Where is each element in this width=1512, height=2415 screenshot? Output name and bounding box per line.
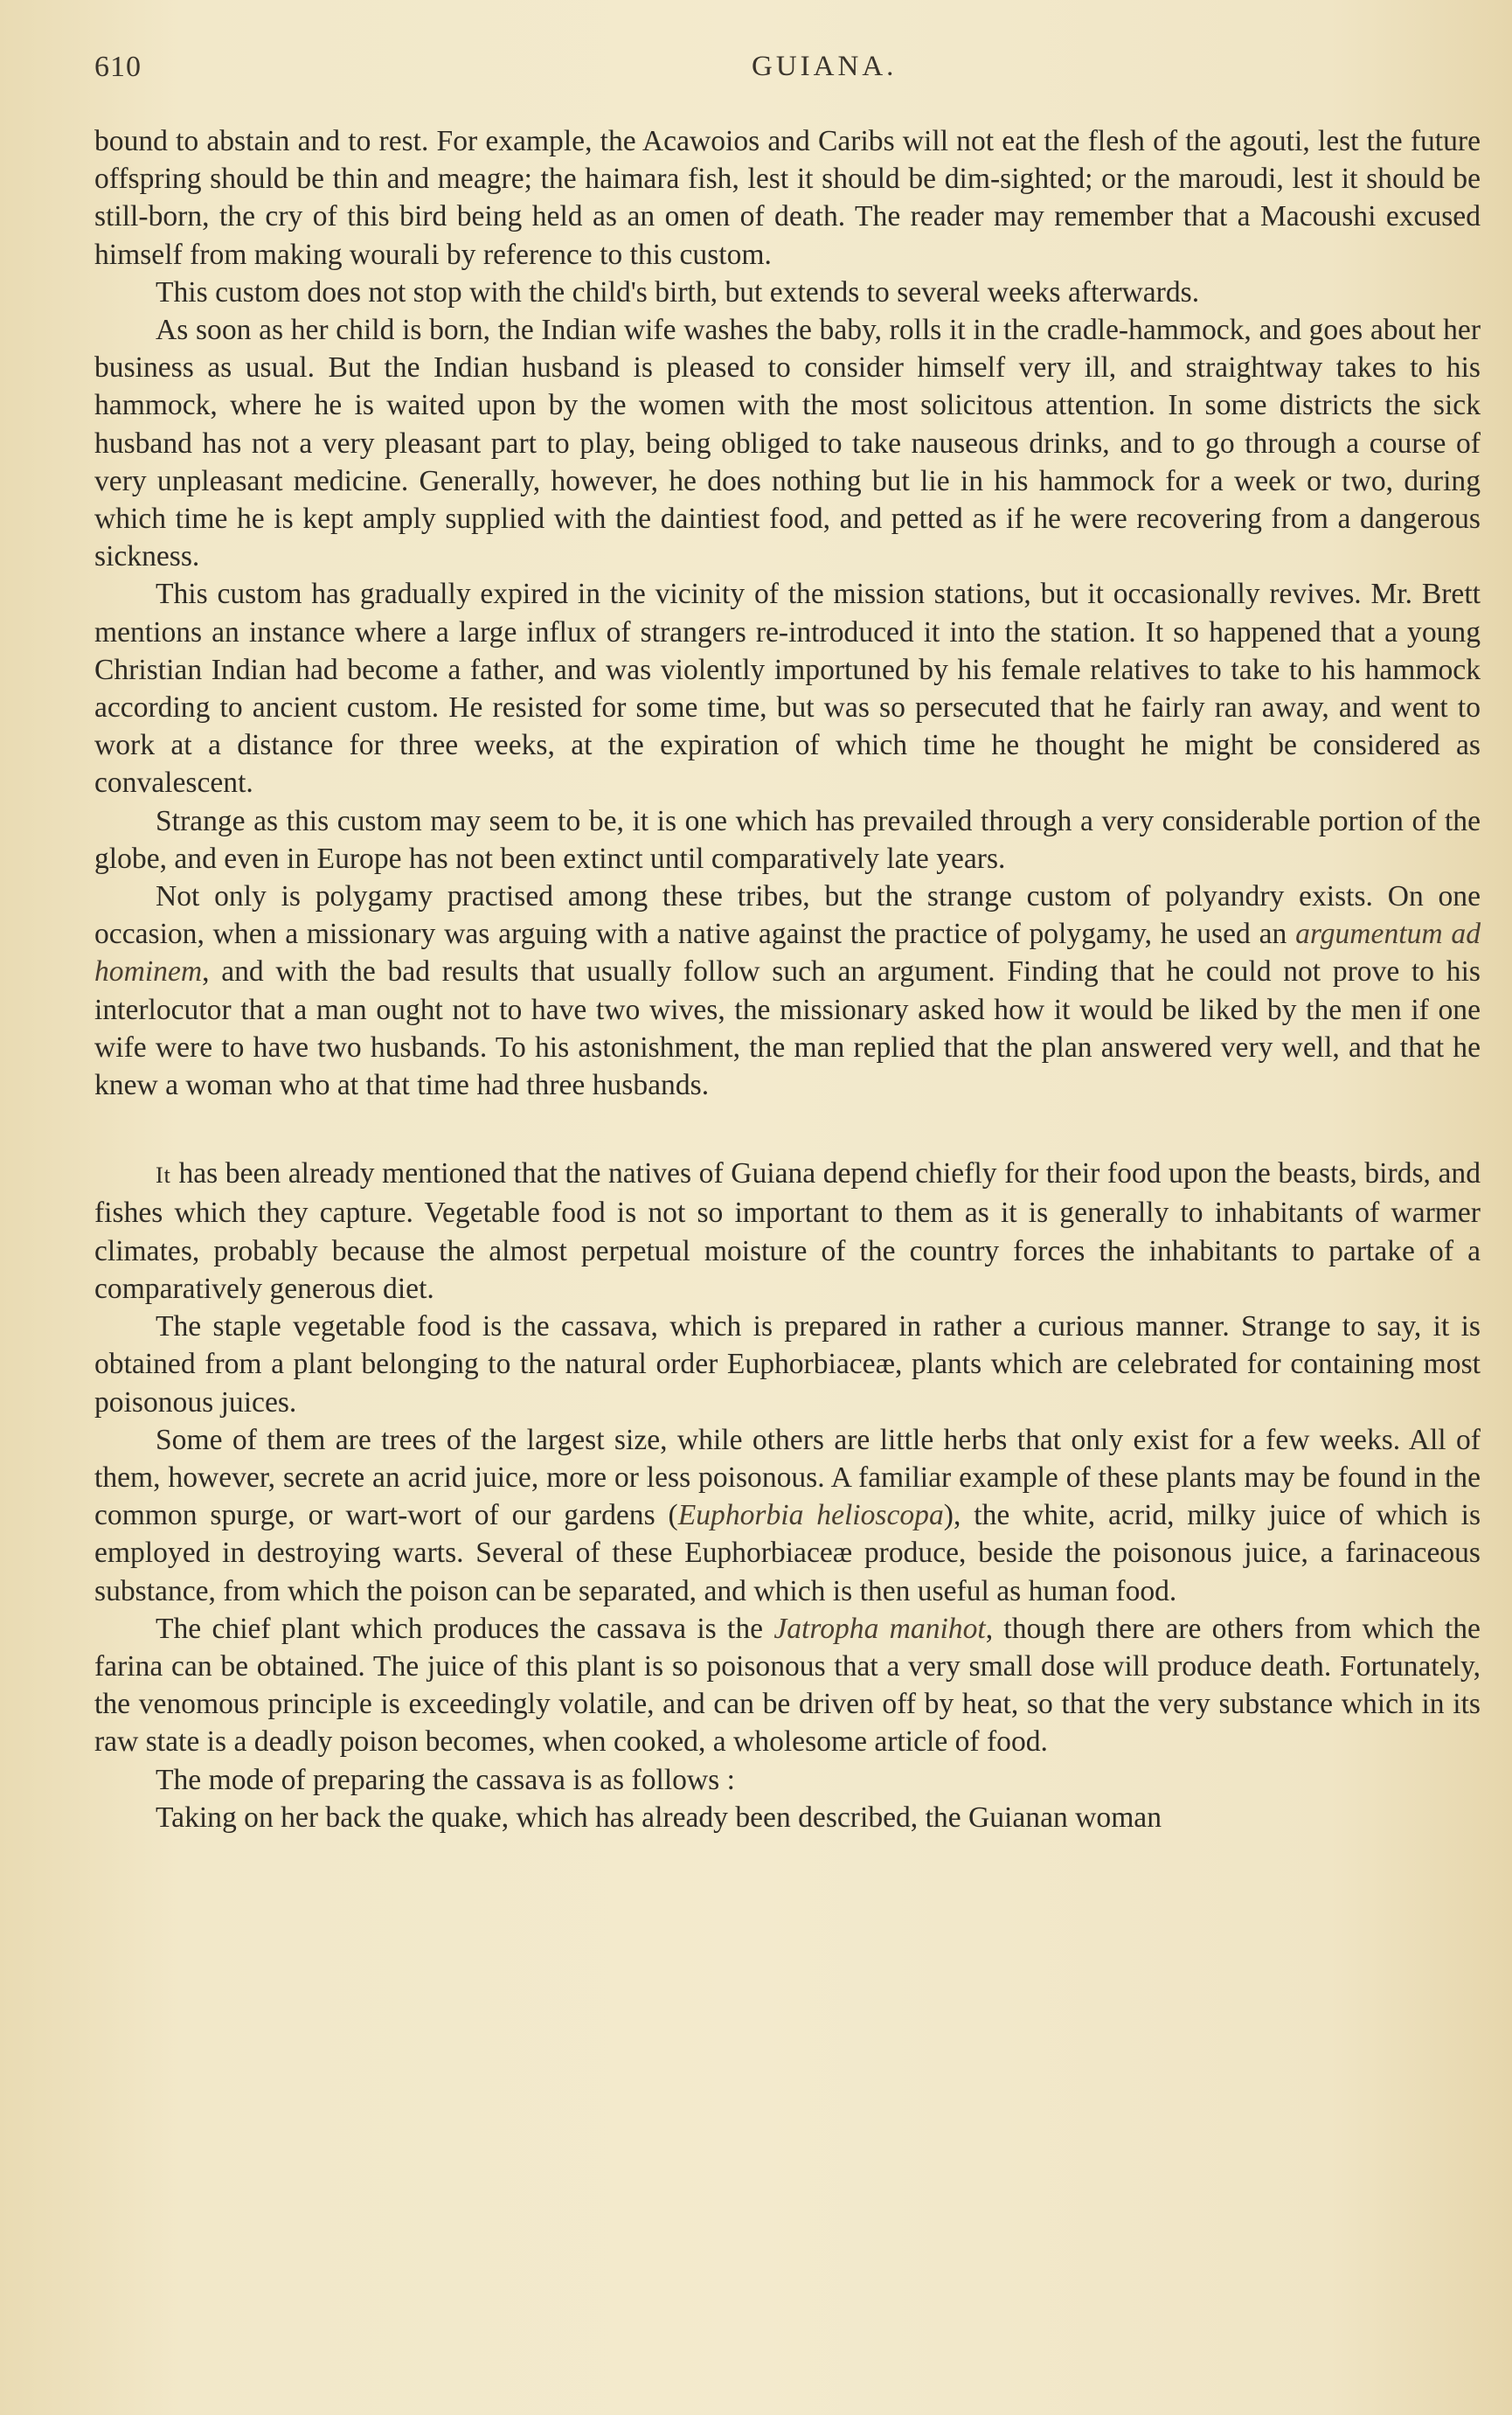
paragraph-custom-duration: This custom does not stop with the child's birth, but extends to several weeks afterwards. <box>156 275 1200 309</box>
paragraph-polyandry <box>94 878 1481 1104</box>
paragraph-jatropha <box>94 1610 1481 1761</box>
paragraph-food-intro <box>94 1155 1481 1308</box>
polyandry-text-b: , and with the bad results that usually follow such an argument. Finding that he could not prove to his interlocutor that a man ought not to have two wives, the missionary asked how it would be liked by the men if one wife were to have two husbands. To his astonishment, the man replied that the plan answered very well, and that he knew a woman who at that time had three husbands. <box>94 955 1481 1102</box>
euphorbia-text-a: Some of them are trees of the largest size, while others are little herbs that only exist for a few weeks. All of them, however, secrete an acrid juice, more or less poisonous. A familiar example of these plants may be found in the common spurge, or wart-wort of our gardens ( <box>94 1423 1481 1532</box>
paragraph-husband-hammock: As soon as her child is born, the Indian wife washes the baby, rolls it in the cradle-hammock, and goes about her business as usual. But the Indian husband is pleased to consider himself very ill, and straightway takes to his hammock, where he is waited upon by the women with the most solicitous attention. In some districts the sick husband has not a very pleasant part to play, being obliged to take nauseous drinks, and to go through a course of very unpleasant medicine. Generally, however, he does nothing but lie in his hammock for a week or two, during which time he is kept amply supplied with the daintiest food, and petted as if he were recovering from a dangerous sickness. <box>94 314 1481 573</box>
polyandry-text-a: Not only is polygamy practised among these tribes, but the strange custom of polyandry exists. On one occasion, when a missionary was arguing with a native against the practice of polygamy, he used an <box>94 880 1481 951</box>
running-title: GUIANA. <box>752 51 898 82</box>
body-text <box>94 122 1481 1836</box>
page-header <box>94 51 1477 89</box>
paragraph-preparation-mode: The mode of preparing the cassava is as follows : <box>156 1763 735 1796</box>
jatropha-text-a: The chief plant which produces the cassava is the <box>156 1612 774 1645</box>
jatropha-italic: Jatropha manihot <box>773 1612 986 1645</box>
paragraph-mission-stations: This custom has gradually expired in the vicinity of the mission stations, but it occasionally revives. Mr. Brett mentions an instance where a large influx of strangers re-introduced it into the station. It so happened that a young Christian Indian had become a father, and was violently importuned by his female relatives to take to his hammock according to ancient custom. He resisted for some time, but was so persecuted that he fairly ran away, and went to work at a distance for three weeks, at the expiration of which time he thought he might be considered as convalescent. <box>94 578 1481 800</box>
food-intro-text: has been already mentioned that the natives of Guiana depend chiefly for their food upon the beasts, birds, and fishes which they capture. Vegetable food is not so important to them as it is generally to inhabitants of warmer climates, probably because the almost perpetual moisture of the country forces the inhabitants to partake of a comparatively generous diet. <box>94 1157 1481 1305</box>
page-number: 610 <box>94 51 142 83</box>
paragraph-quake: Taking on her back the quake, which has already been described, the Guianan woman <box>156 1801 1162 1834</box>
small-caps-lead: It <box>156 1162 171 1189</box>
section-break <box>94 1104 1481 1155</box>
paragraph-euphorbiaceae <box>94 1421 1481 1610</box>
paragraph-continuation: bound to abstain and to rest. For example, the Acawoios and Caribs will not eat the flesh of the agouti, lest the future offspring should be thin and meagre; the haimara fish, lest it should be dim-sighted; or the maroudi, lest it should be still-born, the cry of this bird being held as an omen of death. The reader may remember that a Macoushi excused himself from making wourali by reference to this custom. <box>94 125 1481 271</box>
polyandry-italic: argumentum ad hominem <box>94 918 1481 989</box>
euphorbia-text-b: ), the white, acrid, milky juice of which is employed in destroying warts. Several of these Euphorbiaceæ produce, beside the poisonous juice, a farinaceous substance, from which the poison can be separated, and which is then useful as human food. <box>94 1499 1481 1607</box>
euphorbia-italic: Euphorbia helioscopa <box>677 1499 944 1532</box>
paragraph-custom-prevalence: Strange as this custom may seem to be, it is one which has prevailed through a very considerable portion of the globe, and even in Europe has not been extinct until comparatively late years. <box>94 804 1481 875</box>
jatropha-text-b: , though there are others from which the farina can be obtained. The juice of this plant is so poisonous that a very small dose will produce death. Fortunately, the venomous principle is exceedingly volatile, and can be driven off by heat, so that the very substance which in its raw state is a deadly poison becomes, when cooked, a wholesome article of food. <box>94 1612 1481 1759</box>
paragraph-cassava-staple: The staple vegetable food is the cassava, which is prepared in rather a curious manner. Strange to say, it is obtained from a plant belonging to the natural order Euphorbiaceæ, plants which are celebrated for containing most poisonous juices. <box>94 1310 1481 1419</box>
